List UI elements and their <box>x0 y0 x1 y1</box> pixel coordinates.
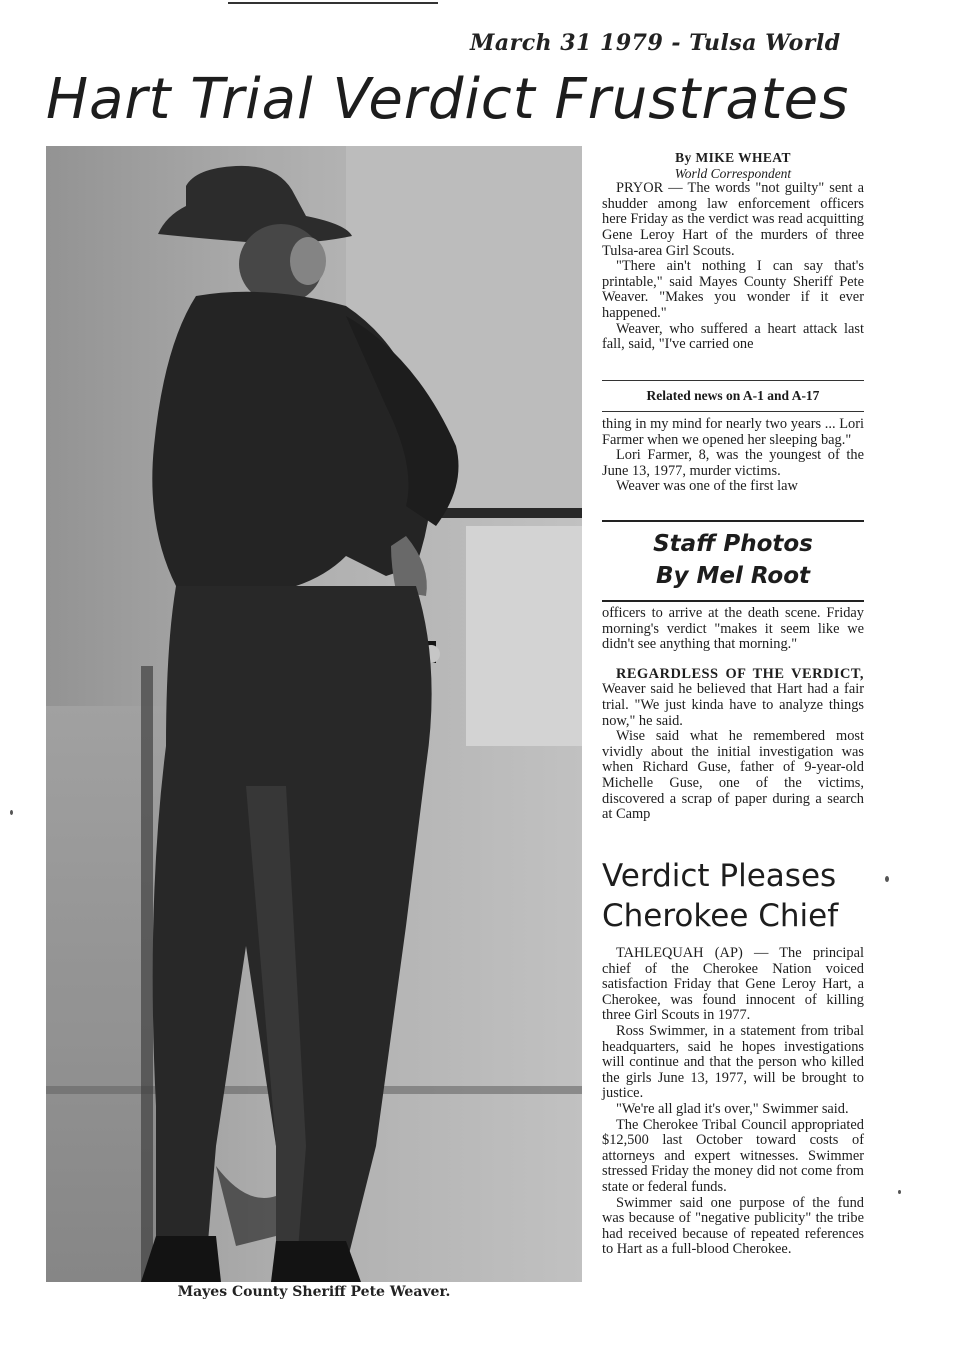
story1-subsection <box>602 667 864 729</box>
story1-column-bottom <box>602 606 864 823</box>
headline: Hart Trial Verdict Frustrates <box>46 67 850 132</box>
sheriff-photo <box>46 146 582 1282</box>
story2-paragraph: The Cherokee Tribal Council appropriated $12,500 last October toward costs of attorneys and expert witnesses. Swimmer stressed Friday the money did not come from state or federal funds. <box>602 1116 864 1195</box>
story1-paragraph: "There ain't nothing I can say that's printable," said Mayes County Sheriff Pete Weaver. "Makes you wonder if it ever happened." <box>602 258 864 321</box>
story2-paragraph: Swimmer said one purpose of the fund was because of "negative publicity" the tribe had received because of repeated references to Hart as a full-blood Cherokee. <box>602 1194 864 1258</box>
story2-paragraph: TAHLEQUAH (AP) — The principal chief of the Cherokee Nation voiced satisfaction Friday that Gene Leroy Hart, a Cherokee, was found innocent of killing three Girl Scouts in 1977. <box>602 945 864 1024</box>
byline: By MIKE WHEAT <box>675 150 791 165</box>
story2-headline-line1: Verdict Pleases <box>602 858 837 894</box>
story2-headline-line2: Cherokee Chief <box>602 898 839 934</box>
photo-credit-line1: Staff Photos <box>653 531 813 557</box>
photo-caption: Mayes County Sheriff Pete Weaver. <box>177 1284 451 1300</box>
story1-paragraph: officers to arrive at the death scene. Friday morning's verdict "makes it seem like we didn't see anything that morning." <box>602 605 864 653</box>
photo-credit <box>602 528 864 592</box>
dateline: March 31 1979 - Tulsa World <box>470 30 841 56</box>
story1-paragraph: Weaver was one of the first law <box>616 478 798 495</box>
scan-speck <box>885 876 889 882</box>
divider-rule <box>602 520 864 522</box>
story2-paragraph: Ross Swimmer, in a statement from tribal headquarters, said he hopes investigations will continue and that the person who killed the girls June 13, 1977, will be brought to justice. <box>602 1022 864 1102</box>
story1-column-top <box>602 150 864 353</box>
story1-paragraph: Lori Farmer, 8, was the youngest of the June 13, 1977, murder victims. <box>602 447 864 479</box>
story1-paragraph: PRYOR — The words "not guilty" sent a shudder among law enforcement officers here Friday as the verdict was read acquitting Gene Leroy Hart of the murders of three Tulsa-area Girl Scouts. <box>602 180 864 259</box>
section-kicker-text: Weaver said he believed that Hart had a fair trial. "We just kinda have to analyze things now," he said. <box>602 681 864 729</box>
story1-column-middle <box>602 417 864 495</box>
scan-speck <box>898 1190 901 1194</box>
story2-paragraph: "We're all glad it's over," Swimmer said. <box>616 1100 849 1117</box>
story2-headline <box>602 856 882 936</box>
story1-paragraph: Wise said what he remembered most vividly about the initial investigation was when Richard Guse, father of 9-year-old Michelle Guse, one of the victims, discovered a scrap of paper during a search at Camp <box>602 728 864 823</box>
related-news-text: Related news on A-1 and A-17 <box>646 388 820 403</box>
top-rule <box>228 2 438 4</box>
section-kicker: REGARDLESS OF THE VERDICT, <box>616 665 864 682</box>
sheriff-photo-image <box>46 146 582 1282</box>
photo-credit-line2: By Mel Root <box>655 563 811 589</box>
story2-column <box>602 946 864 1258</box>
byline-role: World Correspondent <box>674 165 792 181</box>
divider-rule <box>602 600 864 602</box>
related-news-box <box>602 380 864 412</box>
scan-speck <box>10 810 13 815</box>
story1-paragraph: Weaver, who suffered a heart attack last fall, said, "I've carried one <box>602 320 864 353</box>
story1-paragraph: thing in my mind for nearly two years ... Lori Farmer when we opened her sleeping bag." <box>602 416 864 448</box>
